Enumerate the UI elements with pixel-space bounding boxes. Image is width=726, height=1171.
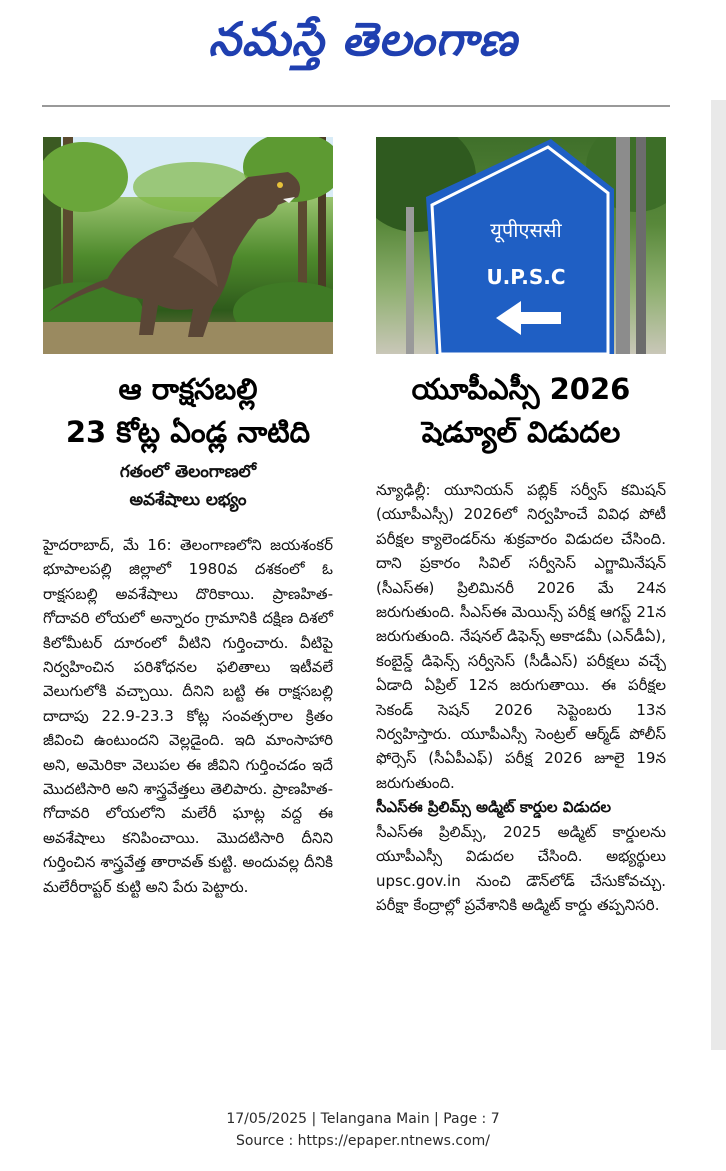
upsc-article-body — [376, 478, 666, 917]
sign-hindi-text: यूपीएससी — [490, 218, 562, 242]
dinosaur-headline — [43, 368, 333, 454]
upsc-admit-card-subhead: సీఎస్‌ఈ ప్రిలిమ్స్ అడ్మిట్ కార్డుల విడుదల — [376, 798, 611, 817]
masthead — [0, 6, 726, 72]
upsc-article-paragraph-2: సీఎస్‌ఈ ప్రిలిమ్స్, 2025 అడ్మిట్ కార్డులను యూపీఎస్సీ విడుదల చేసింది. అభ్యర్థులు upsc.gov.in నుంచి డౌన్‌లోడ్ చేసుకోవచ్చు. పరీక్షా కేంద్రాల్లో ప్రవేశానికి అడ్మిట్ కార్డు తప్పనిసరి. — [376, 822, 666, 914]
masthead-title: నమస్తే తెలంగాణ — [208, 12, 518, 66]
dinosaur-subhead-line1: గతంలో తెలంగాణలో — [119, 462, 257, 482]
dinosaur-subhead-line2: అవశేషాలు లభ్యం — [129, 490, 247, 510]
upsc-article-paragraph-1: న్యూఢిల్లీ: యూనియన్ పబ్లిక్ సర్వీస్ కమిషన్ (యూపీఎస్సీ) 2026లో నిర్వహించే వివిధ పోటీ పరీక్షల క్యాలెండర్‌ను శుక్రవారం విడుదల చేసింది. దాని ప్రకారం సివిల్ సర్వీసెస్ ఎగ్జామినేషన్ (సీఎస్‌ఈ) ప్రిలిమినరీ 2026 మే 24న జరుగుతుంది. సీఎస్‌ఈ మెయిన్స్ పరీక్ష ఆగస్ట్ 21న జరుగుతుంది. నేషనల్ డిఫెన్స్ అకాడమీ (ఎన్‌డీఏ), కంబైన్డ్ డిఫెన్స్ సర్వీసెస్ (సీడీఎస్) పరీక్షలు వచ్చే ఏడాది ఏప్రిల్ 12న జరుగుతాయి. ఈ పరీక్షల సెకండ్ సెషన్ 2026 సెప్టెంబరు 13న నిర్వహిస్తారు. యూపీఎస్సీ సెంట్రల్ ఆర్మ్‌డ్ పోలీస్ ఫోర్సెస్ (సీఏపీఎఫ్) పరీక్ష 2026 జూలై 19న జరుగుతుంది. — [376, 481, 666, 792]
dinosaur-article-body — [43, 533, 333, 899]
footer-source: Source : https://epaper.ntnews.com/ — [235, 1133, 491, 1149]
dinosaur-headline-line2: 23 కోట్ల ఏండ్ల నాటిది — [65, 415, 311, 449]
dinosaur-photo — [43, 137, 333, 354]
upsc-sign-illustration — [376, 137, 666, 354]
dinosaur-subheadline — [43, 458, 333, 514]
upsc-headline-line1: యూపీఎస్సీ 2026 — [411, 372, 631, 406]
right-margin-strip — [711, 100, 726, 1050]
footer-date-page: 17/05/2025 | Telangana Main | Page : 7 — [226, 1111, 500, 1127]
upsc-headline — [376, 368, 666, 454]
dinosaur-illustration — [43, 137, 333, 354]
dinosaur-headline-line1: ఆ రాక్షసబల్లి — [118, 372, 258, 406]
masthead-divider — [42, 105, 670, 107]
upsc-sign-photo — [376, 137, 666, 354]
sign-english-text: U.P.S.C — [486, 265, 566, 289]
dinosaur-article-paragraph: హైదరాబాద్, మే 16: తెలంగాణలోని జయశంకర్ భూపాలపల్లి జిల్లాలో 1980వ దశకంలో ఓ రాక్షసబల్లి అవశేషాలు దొరికాయి. ప్రాణహిత-గోదావరి లోయలో అన్నారం గ్రామానికి దక్షిణ దిశలో కిలోమీటర్ దూరంలో వీటిని గుర్తించారు. వీటిపై నిర్వహించిన పరిశోధనల ఫలితాలు ఇటీవలే వెలుగులోకి వచ్చాయి. దీనిని బట్టి ఈ రాక్షసబల్లి దాదాపు 22.9-23.3 కోట్ల సంవత్సరాల క్రితం జీవించి ఉంటుందని వెల్లడైంది. ఇది మాంసాహారి అని, అమెరికా వెలుపల ఈ జీవిని గుర్తించడం ఇదే మొదటిసారి అని శాస్త్రవేత్తలు తెలిపారు. ప్రాణహిత-గోదావరి లోయలోని మలేరీ ఘాట్ల వద్ద ఈ అవశేషాలు కనిపించాయి. మొదటిసారి దీనిని గుర్తించిన శాస్త్రవేత్త తారావత్ కుట్టి. అందువల్ల దీనికి మలేరీరాప్టర్ కుట్టి అని పేరు పెట్టారు. — [43, 536, 333, 896]
upsc-headline-line2: షెడ్యూల్ విడుదల — [421, 415, 621, 449]
